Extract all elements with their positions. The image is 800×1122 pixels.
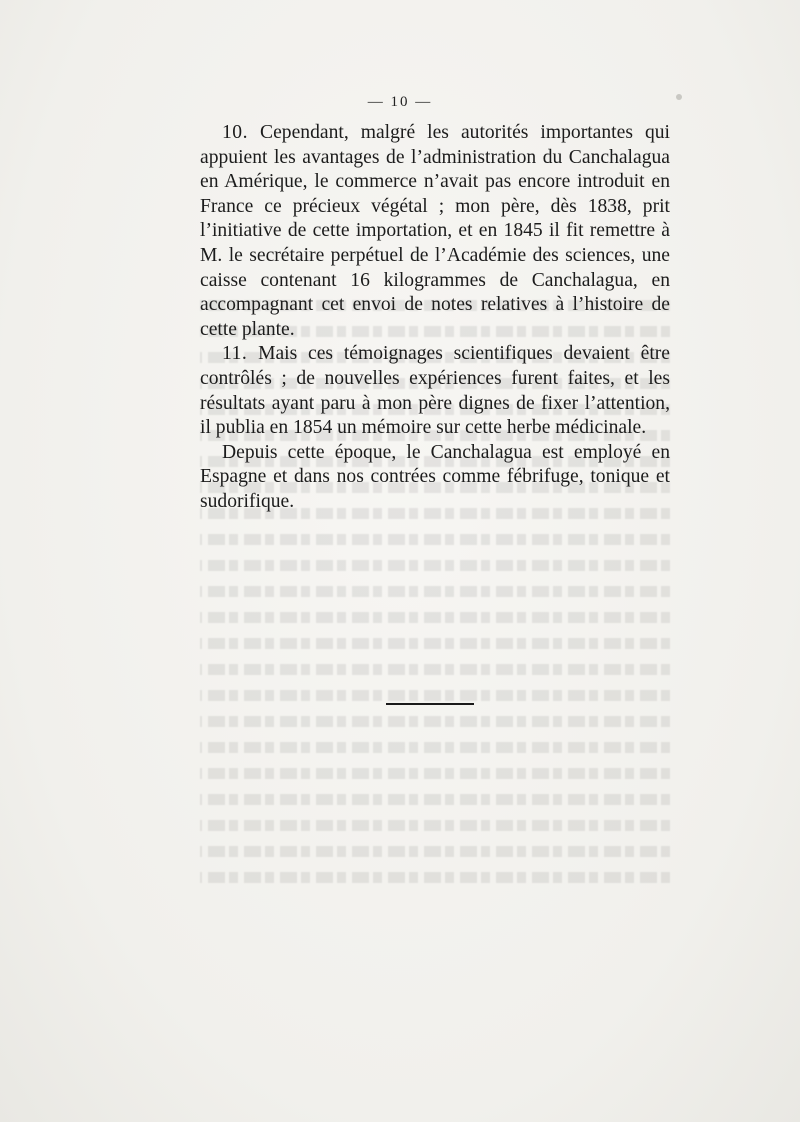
page-number: — 10 —: [367, 94, 433, 110]
paragraph-text: Mais ces témoignages scientifiques devaient être contrôlés ; de nouvelles expériences furent faites, et les résultats ayant paru à mon père dignes de fixer l’attention, il publia en 1854 un mémoire sur cette herbe médicinale.: [200, 343, 670, 439]
paragraph-text: Cependant, malgré les autorités importantes qui appuient les avantages de l’administration du Canchalagua en Amérique, le commerce n’avait pas encore introduit en France ce précieux végétal ; mon père, dès 1838, prit l’initiative de cette importation, et en 1845 il fit remettre à M. le secrétaire perpétuel de l’Académie des sciences, une caisse contenant 16 kilogrammes de Canchalagua, en accompagnant cet envoi de notes relatives à l’histoire de cette plante.: [200, 122, 671, 340]
paragraph-number: 11.: [222, 343, 248, 365]
paragraph-conclusion: [200, 441, 670, 515]
section-end-rule: [386, 703, 474, 705]
body-text: [200, 121, 670, 515]
paragraph-10: [200, 121, 670, 342]
paragraph-11: [200, 342, 670, 440]
paragraph-number: 10.: [222, 122, 248, 143]
paragraph-text: Depuis cette époque, le Canchalagua est employé en Espagne et dans nos contrées comme fébrifuge, tonique et sudorifique.: [200, 441, 670, 512]
